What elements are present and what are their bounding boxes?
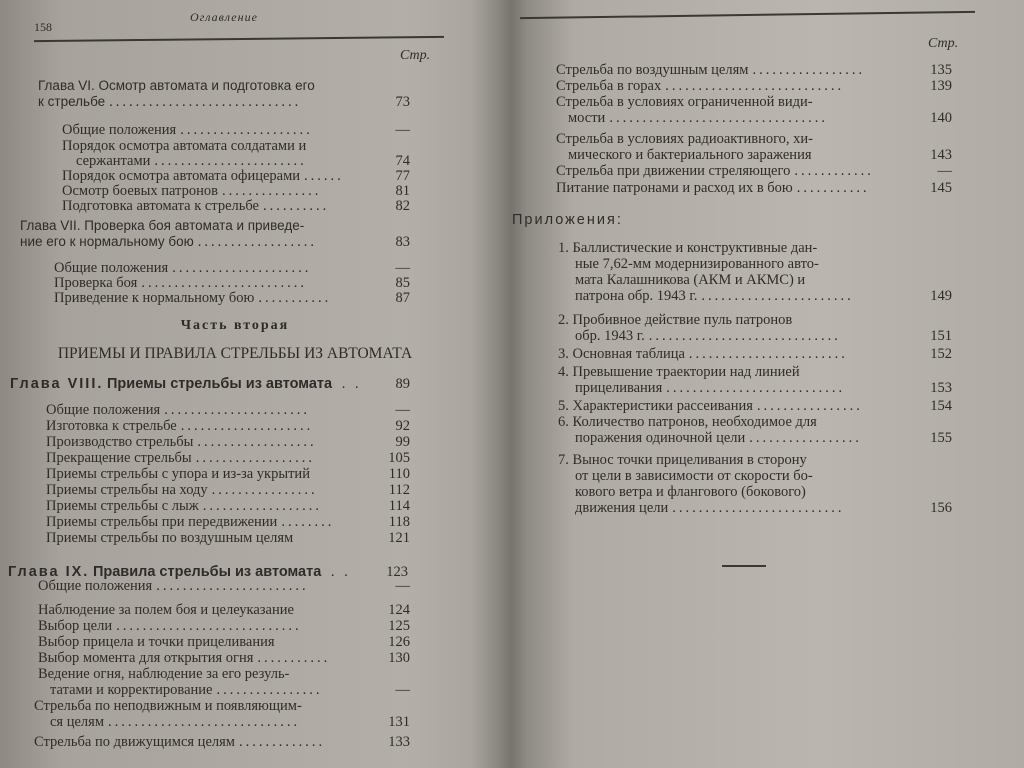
toc-row[interactable] [38, 578, 309, 594]
toc-entry-text: Общие положения [62, 122, 177, 138]
toc-page-number: 110 [388, 466, 410, 482]
toc-row[interactable] [46, 514, 334, 530]
toc-page-number: 121 [388, 530, 410, 546]
toc-entry-text: Наблюдение за полем боя и целеуказание [38, 602, 294, 618]
leader-dots: .................... [180, 122, 313, 138]
chapter-9-heading[interactable] [8, 564, 351, 580]
leader-dots: ................. [752, 62, 866, 78]
leader-dots: ............ [794, 163, 874, 179]
toc-row[interactable] [46, 402, 310, 418]
toc-entry-text: Выбор прицела и точки прицеливания [38, 634, 275, 650]
toc-page-number: — [395, 578, 410, 594]
toc-page-number: — [395, 260, 410, 276]
leader-dots: ............................. [108, 714, 301, 730]
leader-dots: ....................... [154, 153, 307, 169]
toc-entry-text: Приведение к нормальному бою [54, 290, 255, 306]
toc-page-number: 139 [930, 78, 952, 94]
chapter-9-label: Глава IX. [8, 564, 90, 580]
toc-page-number: 131 [388, 714, 410, 730]
toc-row[interactable] [54, 290, 331, 306]
leader-dots: ............... [221, 183, 322, 199]
chapter-8-page: 89 [395, 376, 410, 392]
toc-row[interactable] [38, 618, 302, 634]
toc-row[interactable] [556, 94, 813, 110]
toc-row[interactable] [556, 180, 870, 196]
toc-page-number: 77 [395, 168, 410, 184]
toc-row[interactable] [38, 78, 315, 94]
leader-dots: ............. [238, 734, 326, 750]
leader-dots: . . [341, 376, 362, 392]
leader-dots: ........................... [665, 78, 845, 94]
toc-row[interactable] [558, 452, 807, 468]
leader-dots: .......................... [672, 500, 845, 516]
leader-dots: ........................... [666, 380, 846, 396]
toc-row[interactable] [558, 364, 800, 380]
toc-row[interactable] [38, 602, 294, 618]
toc-row[interactable] [62, 183, 321, 199]
toc-row[interactable] [50, 682, 322, 698]
leader-dots: ...... [304, 168, 344, 184]
toc-page-number: 85 [395, 275, 410, 291]
leader-dots: ........... [257, 650, 331, 666]
toc-row[interactable] [20, 218, 304, 234]
part-title: ПРИЕМЫ И ПРАВИЛА СТРЕЛЬБЫ ИЗ АВТОМАТА [57, 345, 413, 362]
toc-entry-text: Общие положения [54, 260, 169, 276]
toc-entry-text: Стрельба в горах [556, 78, 662, 94]
toc-entry-text: 3. Основная таблица [558, 346, 685, 362]
toc-row[interactable] [556, 62, 865, 78]
toc-entry-text: мического и бактериального заражения [568, 147, 812, 163]
toc-entry-text: татами и корректирование [50, 682, 213, 698]
toc-page-number: 105 [388, 450, 410, 466]
toc-entry-text: 2. Пробивное действие пуль патронов [558, 312, 793, 328]
leader-dots: .......... [262, 198, 330, 214]
toc-row[interactable] [38, 634, 275, 650]
toc-row[interactable] [568, 147, 812, 163]
leader-dots: .................. [202, 498, 322, 514]
toc-page-number: 112 [388, 482, 410, 498]
toc-page-number: 135 [930, 62, 952, 78]
toc-entry-text: Стрельба по воздушным целям [556, 62, 749, 78]
toc-entry-text: прицеливания [575, 380, 663, 396]
toc-entry-text: обр. 1943 г. [575, 328, 645, 344]
toc-entry-text: ние его к нормальному бою [20, 234, 194, 249]
toc-row[interactable] [568, 110, 828, 126]
toc-entry-text: от цели в зависимости от скорости бо- [575, 468, 813, 484]
toc-row[interactable] [38, 650, 330, 666]
leader-dots: .................... [180, 418, 314, 434]
toc-page-number: 118 [388, 514, 410, 530]
toc-entry-text: Общие положения [46, 402, 161, 418]
toc-row[interactable] [20, 234, 317, 250]
toc-row[interactable] [62, 168, 344, 184]
toc-row[interactable] [54, 275, 307, 291]
toc-page-number: 152 [930, 346, 952, 362]
toc-entry-text: кового ветра и флангового (бокового) [575, 484, 806, 500]
toc-page-number: 87 [395, 290, 410, 306]
toc-page-number: — [395, 682, 410, 698]
toc-page-number: 133 [388, 734, 410, 750]
toc-entry-text: Производство стрельбы [46, 434, 194, 450]
appendix-heading: Приложения: [512, 212, 623, 228]
page-number: 158 [34, 20, 52, 34]
leader-dots: ................................. [609, 110, 828, 126]
running-head: Оглавление [190, 10, 258, 24]
toc-page-number: — [395, 122, 410, 138]
toc-row[interactable] [558, 414, 817, 430]
leader-dots: ....................... [156, 578, 309, 594]
toc-page-number: — [395, 402, 410, 418]
toc-page-number: 125 [388, 618, 410, 634]
toc-entry-text: ные 7,62-мм модернизированного авто- [575, 256, 819, 272]
toc-row[interactable] [46, 482, 318, 498]
toc-row[interactable] [46, 450, 315, 466]
toc-row[interactable] [556, 131, 813, 147]
page-column-label: Стр. [400, 48, 431, 63]
toc-page-number: 83 [395, 234, 410, 250]
toc-row[interactable] [575, 256, 819, 272]
leader-dots: ........................ [688, 346, 848, 362]
toc-entry-text: Питание патронами и расход их в бою [556, 180, 793, 196]
toc-entry-text: Стрельба при движении стреляющего [556, 163, 791, 179]
toc-entry-text: 7. Вынос точки прицеливания в сторону [558, 452, 807, 468]
chapter-8-label: Глава VIII. [10, 376, 104, 392]
toc-entry-text: Стрельба по движущимся целям [34, 734, 235, 750]
toc-page-number: 154 [930, 398, 952, 414]
toc-row[interactable] [46, 498, 322, 514]
leader-dots: ............................. [109, 94, 302, 110]
toc-entry-text: Выбор момента для открытия огня [38, 650, 254, 666]
toc-row[interactable] [558, 346, 848, 362]
toc-entry-text: Подготовка автомата к стрельбе [62, 198, 259, 214]
toc-page-number: 145 [930, 180, 952, 196]
toc-row[interactable] [62, 138, 306, 154]
toc-entry-text: Глава VII. Проверка боя автомата и приведе- [20, 218, 305, 233]
toc-row[interactable] [575, 468, 813, 484]
toc-row[interactable] [50, 714, 300, 730]
toc-row[interactable] [575, 484, 806, 500]
toc-row[interactable] [54, 260, 311, 276]
toc-entry-text: поражения одиночной цели [575, 430, 746, 446]
chapter-8-title: Приемы стрельбы из автомата [107, 376, 333, 392]
toc-entry-text: Изготовка к стрельбе [46, 418, 177, 434]
toc-page-number: 149 [930, 288, 952, 304]
leader-dots: ......................... [141, 275, 307, 291]
toc-entry-text: к стрельбе [38, 94, 106, 109]
leader-dots: ........ [281, 514, 335, 530]
leader-dots: .................. [197, 434, 317, 450]
toc-row[interactable] [38, 666, 289, 682]
leader-dots: ................. [749, 430, 862, 446]
toc-entry-text: ся целям [50, 714, 105, 730]
toc-row[interactable] [575, 380, 845, 396]
toc-entry-text: Порядок осмотра автомата офицерами [62, 168, 301, 184]
leader-dots: ........... [796, 180, 870, 196]
leader-dots: ....................... [701, 288, 854, 304]
toc-entry-text: Стрельба в условиях ограниченной види- [556, 94, 813, 110]
page-column-label-right: Стр. [928, 36, 959, 51]
toc-entry-text: Приемы стрельбы по воздушным целям [46, 530, 294, 546]
toc-row[interactable] [38, 94, 301, 110]
toc-entry-text: Порядок осмотра автомата солдатами и [62, 138, 307, 154]
leader-dots: ........... [258, 290, 332, 306]
leader-dots: . . [330, 564, 351, 580]
toc-page-number: 130 [388, 650, 410, 666]
toc-entry-text: Приемы стрельбы с лыж [46, 498, 199, 514]
toc-row[interactable] [62, 122, 313, 138]
leader-dots: ................ [211, 482, 318, 498]
toc-page-number: 143 [930, 147, 952, 163]
leader-dots: .................. [195, 450, 315, 466]
leader-dots: ................ [756, 398, 863, 414]
toc-row[interactable] [558, 398, 863, 414]
toc-entry-text: Выбор цели [38, 618, 113, 634]
toc-row[interactable] [46, 434, 317, 450]
toc-row[interactable] [62, 198, 329, 214]
chapter-8-heading[interactable] [10, 376, 362, 392]
toc-page-number: 126 [388, 634, 410, 650]
toc-row[interactable] [575, 328, 841, 344]
leader-dots: ..................... [172, 260, 312, 276]
toc-page-number: 99 [395, 434, 410, 450]
toc-row[interactable] [76, 153, 307, 169]
toc-entry-text: Глава VI. Осмотр автомата и подготовка его [38, 78, 315, 93]
toc-page-number: 82 [395, 198, 410, 214]
toc-entry-text: Приемы стрельбы на ходу [46, 482, 208, 498]
toc-page-number: 156 [930, 500, 952, 516]
toc-page-number: — [937, 163, 952, 179]
toc-page-number: 92 [395, 418, 410, 434]
toc-entry-text: Прекращение стрельбы [46, 450, 192, 466]
toc-entry-text: Приемы стрельбы с упора и из-за укрытий [46, 466, 310, 482]
toc-entry-text: мости [568, 110, 606, 126]
toc-entry-text: 6. Количество патронов, необходимое для [558, 414, 817, 430]
leader-dots: ............................ [116, 618, 302, 634]
chapter-9-page: 123 [386, 564, 408, 580]
toc-row[interactable] [575, 272, 805, 288]
toc-row[interactable] [558, 312, 792, 328]
leader-dots: .................. [197, 234, 317, 250]
toc-row[interactable] [575, 288, 854, 304]
toc-page-number: 124 [388, 602, 410, 618]
toc-row[interactable] [46, 530, 293, 546]
toc-page-number: 151 [930, 328, 952, 344]
toc-entry-text: Проверка боя [54, 275, 138, 291]
toc-page-number: 73 [395, 94, 410, 110]
toc-row[interactable] [556, 163, 874, 179]
toc-entry-text: 5. Характеристики рассеивания [558, 398, 753, 414]
toc-page-number: 81 [395, 183, 410, 199]
toc-row[interactable] [34, 698, 302, 714]
end-dash [722, 565, 766, 567]
toc-entry-text: патрона обр. 1943 г. [575, 288, 698, 304]
toc-page-number: 155 [930, 430, 952, 446]
toc-row[interactable] [558, 240, 817, 256]
leader-dots: ............................. [648, 328, 841, 344]
toc-row[interactable] [575, 430, 862, 446]
toc-entry-text: Стрельба по неподвижным и появляющим- [34, 698, 302, 714]
toc-entry-text: Приемы стрельбы при передвижении [46, 514, 278, 530]
toc-entry-text: 4. Превышение траектории над линией [558, 364, 800, 380]
leader-dots: ...................... [164, 402, 310, 418]
toc-page-number: 140 [930, 110, 952, 126]
toc-row[interactable] [46, 466, 310, 482]
toc-entry-text: Общие положения [38, 578, 153, 594]
toc-entry-text: движения цели [575, 500, 669, 516]
toc-page-number: 114 [388, 498, 410, 514]
chapter-9-title: Правила стрельбы из автомата [92, 564, 322, 580]
toc-page-number: 74 [395, 153, 410, 169]
toc-entry-text: сержантами [76, 153, 151, 169]
toc-entry-text: 1. Баллистические и конструктивные дан- [558, 240, 818, 256]
toc-row[interactable] [46, 418, 313, 434]
toc-entry-text: Стрельба в условиях радиоактивного, хи- [556, 131, 813, 147]
toc-entry-text: Ведение огня, наблюдение за его резуль- [38, 666, 290, 682]
toc-entry-text: Осмотр боевых патронов [62, 183, 218, 199]
toc-entry-text: мата Калашникова (АКМ и АКМС) и [575, 272, 806, 288]
toc-row[interactable] [575, 500, 845, 516]
leader-dots: ................ [216, 682, 323, 698]
part-label: Часть вторая [180, 318, 290, 333]
toc-row[interactable] [34, 734, 325, 750]
toc-row[interactable] [556, 78, 844, 94]
toc-page-number: 153 [930, 380, 952, 396]
